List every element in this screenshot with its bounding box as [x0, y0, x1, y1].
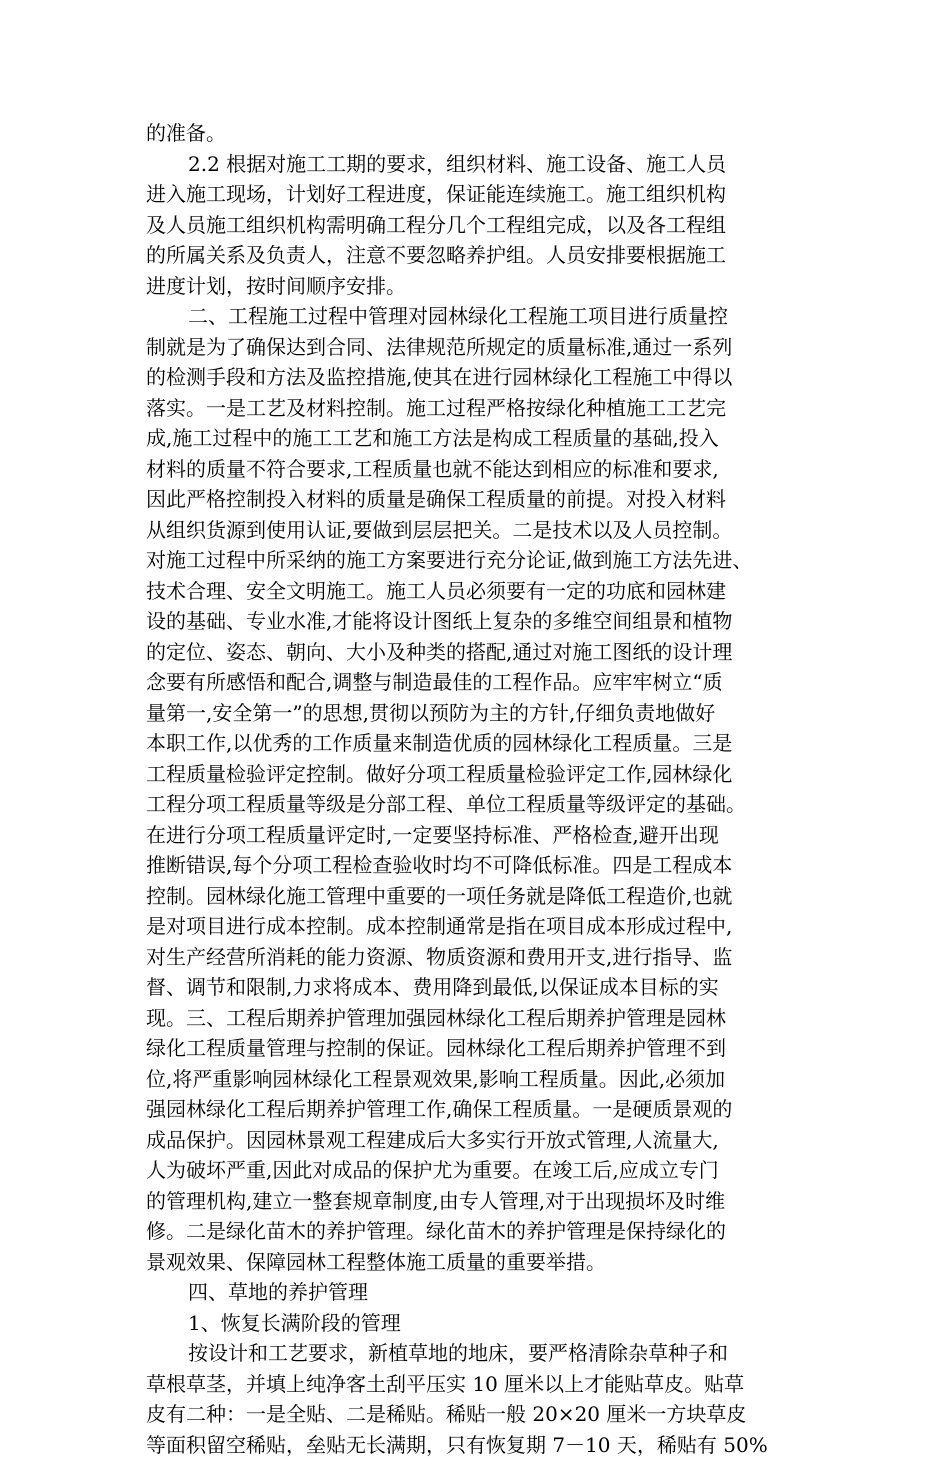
text-line: 的所属关系及负责人，注意不要忽略养护组。人员安排要根据施工 [146, 240, 826, 271]
text-line: 强园林绿化工程后期养护管理工作,确保工程质量。一是硬质景观的 [146, 1094, 826, 1125]
text-line: 绿化工程质量管理与控制的保证。园林绿化工程后期养护管理不到 [146, 1033, 826, 1064]
text-line: 位,将严重影响园林绿化工程景观效果,影响工程质量。因此,必须加 [146, 1064, 826, 1095]
text-line: 对施工过程中所采纳的施工方案要进行充分论证,做到施工方法先进、 [146, 545, 826, 576]
text-line: 人为破坏严重,因此对成品的保护尤为重要。在竣工后,应成立专门 [146, 1155, 826, 1186]
text-line: 皮有二种：一是全贴、二是稀贴。稀贴一般 20×20 厘米一方块草皮 [146, 1399, 826, 1430]
text-line: 景观效果、保障园林工程整体施工质量的重要举措。 [146, 1247, 826, 1278]
text-line: 技术合理、安全文明施工。施工人员必须要有一定的功底和园林建 [146, 576, 826, 607]
text-line: 在进行分项工程质量评定时,一定要坚持标准、严格检查,避开出现 [146, 820, 826, 851]
text-line: 2.2 根据对施工工期的要求，组织材料、施工设备、施工人员 [146, 149, 826, 180]
text-line: 成,施工过程中的施工工艺和施工方法是构成工程质量的基础,投入 [146, 423, 826, 454]
text-line: 制就是为了确保达到合同、法律规范所规定的质量标准,通过一系列 [146, 332, 826, 363]
text-line: 本职工作,以优秀的工作质量来制造优质的园林绿化工程质量。三是 [146, 728, 826, 759]
text-line: 材料的质量不符合要求,工程质量也就不能达到相应的标准和要求, [146, 454, 826, 485]
text-line: 从组织货源到使用认证,要做到层层把关。二是技术以及人员控制。 [146, 515, 826, 546]
text-line: 量第一,安全第一”的思想,贯彻以预防为主的方针,仔细负责地做好 [146, 698, 826, 729]
text-line: 是对项目进行成本控制。成本控制通常是指在项目成本形成过程中, [146, 911, 826, 942]
text-line: 工程质量检验评定控制。做好分项工程质量检验评定工作,园林绿化 [146, 759, 826, 790]
text-line: 及人员施工组织机构需明确工程分几个工程组完成，以及各工程组 [146, 210, 826, 241]
text-line: 对生产经营所消耗的能力资源、物质资源和费用开支,进行指导、监 [146, 942, 826, 973]
text-line: 的管理机构,建立一整套规章制度,由专人管理,对于出现损坏及时维 [146, 1186, 826, 1217]
text-line: 的准备。 [146, 118, 826, 149]
text-line: 念要有所感悟和配合,调整与制造最佳的工程作品。应牢牢树立“质 [146, 667, 826, 698]
text-line: 的检测手段和方法及监控措施,使其在进行园林绿化工程施工中得以 [146, 362, 826, 393]
text-line: 修。二是绿化苗木的养护管理。绿化苗木的养护管理是保持绿化的 [146, 1216, 826, 1247]
text-line: 控制。园林绿化施工管理中重要的一项任务就是降低工程造价,也就 [146, 881, 826, 912]
text-line: 工程分项工程质量等级是分部工程、单位工程质量等级评定的基础。 [146, 789, 826, 820]
text-line: 进入施工现场，计划好工程进度，保证能连续施工。施工组织机构 [146, 179, 826, 210]
text-line: 现。三、工程后期养护管理加强园林绿化工程后期养护管理是园林 [146, 1003, 826, 1034]
text-line: 设的基础、专业水准,才能将设计图纸上复杂的多维空间组景和植物 [146, 606, 826, 637]
text-line: 二、工程施工过程中管理对园林绿化工程施工项目进行质量控 [146, 301, 826, 332]
text-line: 的定位、姿态、朝向、大小及种类的搭配,通过对施工图纸的设计理 [146, 637, 826, 668]
text-line: 等面积留空稀贴，垒贴无长满期，只有恢复期 7－10 天，稀贴有 50% [146, 1430, 826, 1460]
text-line: 成品保护。因园林景观工程建成后大多实行开放式管理,人流量大, [146, 1125, 826, 1156]
text-line: 因此严格控制投入材料的质量是确保工程质量的前提。对投入材料 [146, 484, 826, 515]
text-line: 草根草茎，并填上纯净客土刮平压实 10 厘米以上才能贴草皮。贴草 [146, 1369, 826, 1400]
text-line: 按设计和工艺要求，新植草地的地床，要严格清除杂草种子和 [146, 1338, 826, 1369]
text-line: 四、草地的养护管理 [146, 1277, 826, 1308]
text-line: 推断错误,每个分项工程检查验收时均不可降低标准。四是工程成本 [146, 850, 826, 881]
text-line: 1、恢复长满阶段的管理 [146, 1308, 826, 1339]
document-body [146, 118, 826, 1460]
text-line: 落实。一是工艺及材料控制。施工过程严格按绿化种植施工工艺完 [146, 393, 826, 424]
text-line: 督、调节和限制,力求将成本、费用降到最低,以保证成本目标的实 [146, 972, 826, 1003]
text-line: 进度计划，按时间顺序安排。 [146, 271, 826, 302]
